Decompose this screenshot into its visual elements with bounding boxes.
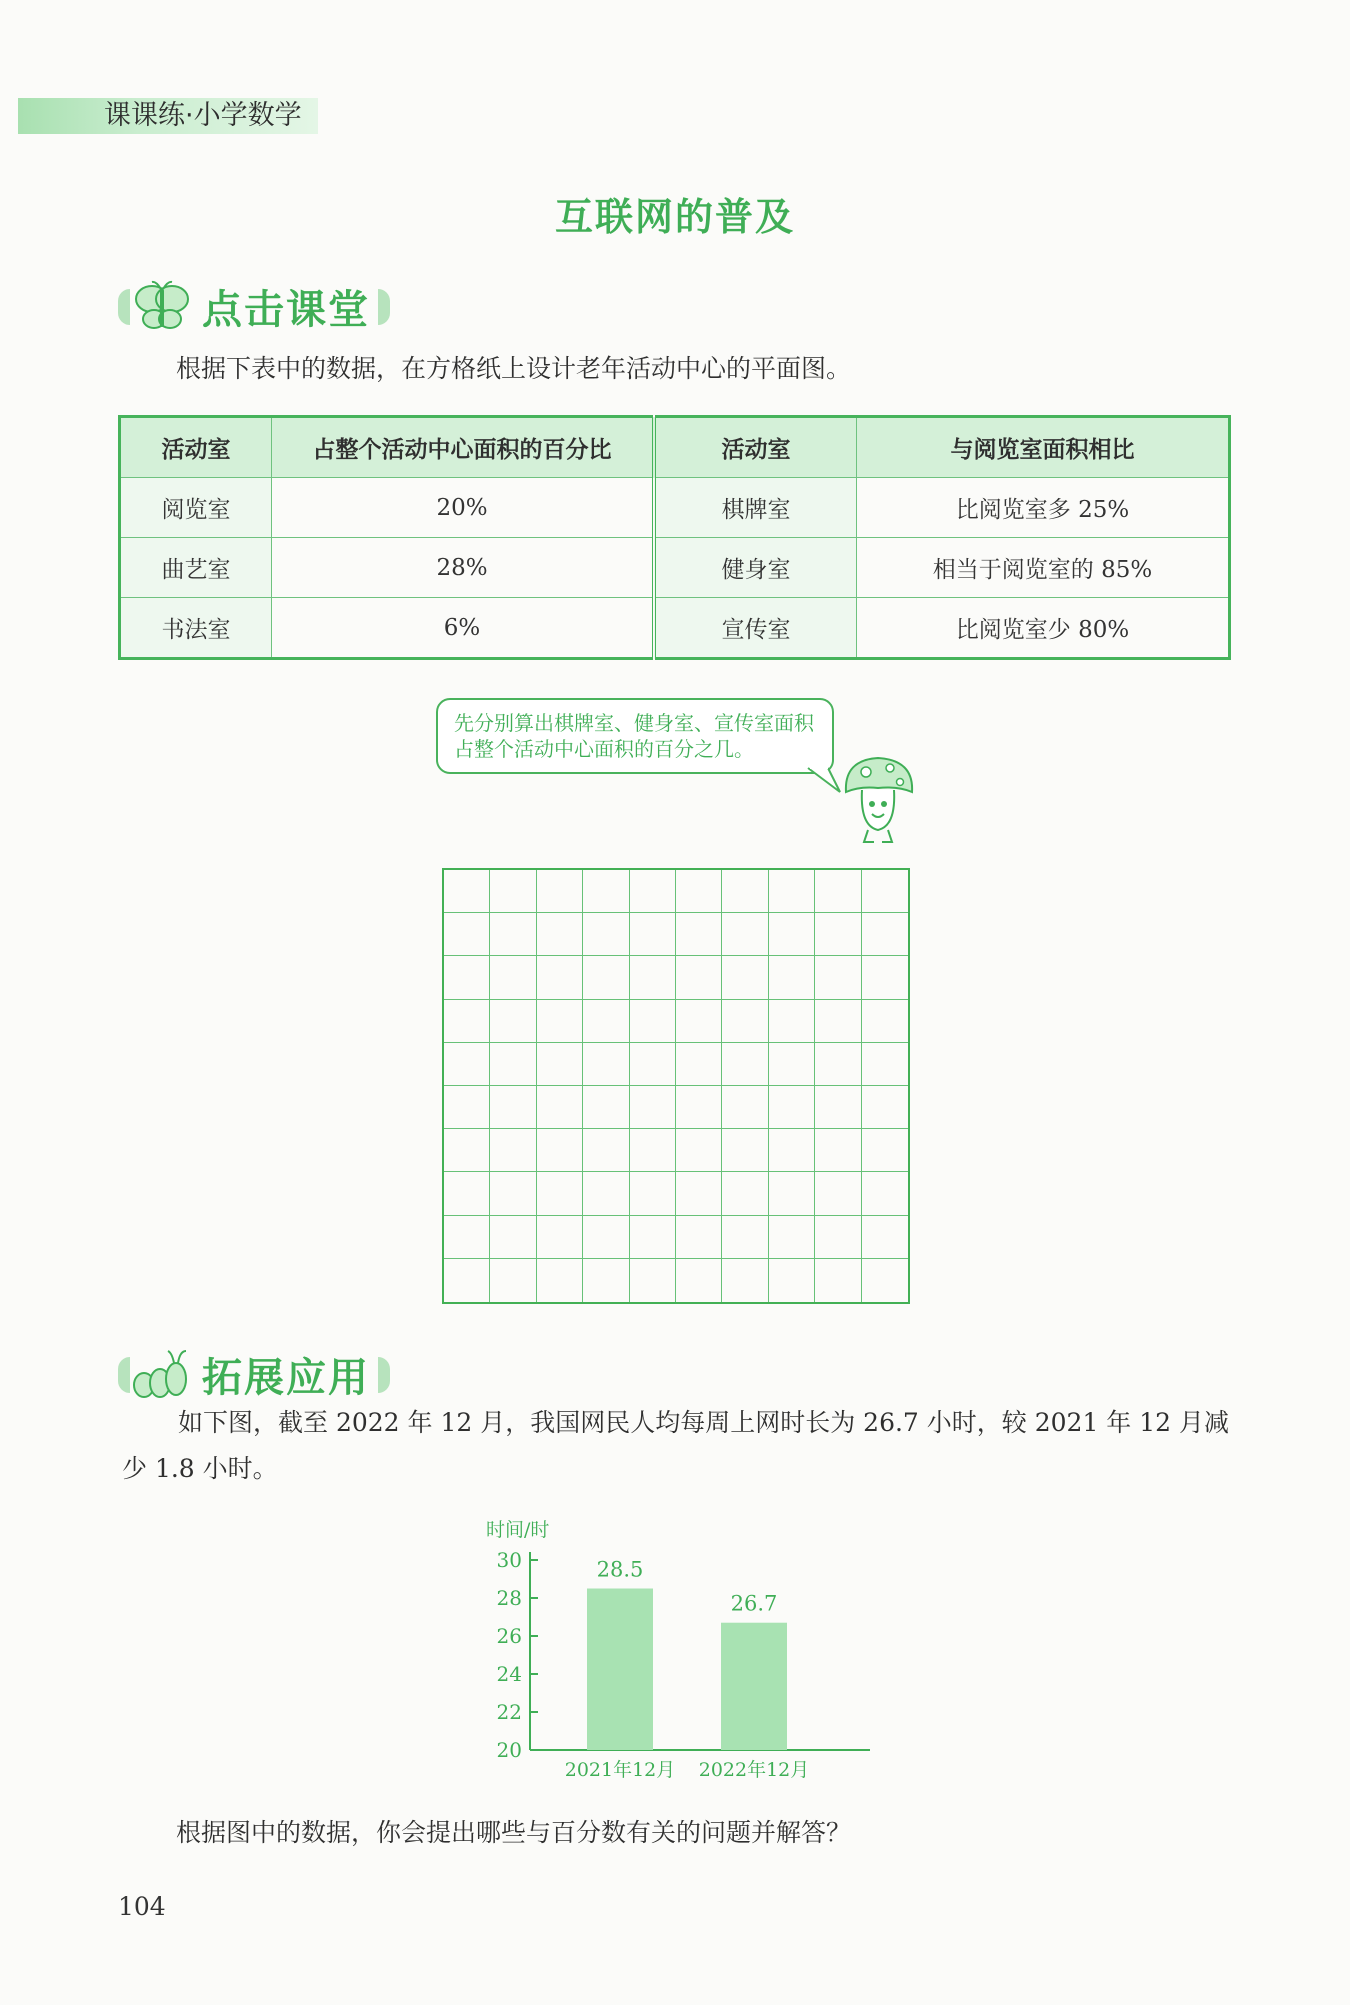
y-tick-label: 26 (496, 1624, 522, 1648)
section-heading-extension (118, 1346, 390, 1403)
table-header-row (120, 417, 1230, 478)
caterpillar-icon (130, 1347, 194, 1403)
bar-data-label: 28.5 (596, 1557, 644, 1582)
table-row (120, 598, 1230, 659)
heading-cap-right (378, 1357, 390, 1393)
hint-speech-bubble: 先分别算出棋牌室、健身室、宣传室面积占整个活动中心面积的百分之几。 (436, 698, 834, 774)
lesson-title: 互联网的普及 (554, 195, 795, 239)
question-text: 根据图中的数据，你会提出哪些与百分数有关的问题并解答？ (176, 1818, 852, 1847)
column-header: 活动室 (120, 417, 272, 478)
table-cell: 宣传室 (654, 598, 857, 659)
table-row (120, 478, 1230, 538)
table-cell: 健身室 (654, 538, 857, 598)
y-tick-label: 24 (496, 1662, 522, 1686)
butterfly-icon (130, 279, 194, 335)
x-tick-label: 2022年12月 (698, 1759, 810, 1781)
weekly-online-hours-chart (470, 1520, 890, 1790)
page-number: 104 (118, 1892, 166, 1921)
instruction-text: 根据下表中的数据，在方格纸上设计老年活动中心的平面图。 (176, 354, 852, 383)
table-cell: 比阅览室少 80% (857, 598, 1230, 659)
bar-data-label: 26.7 (730, 1591, 778, 1616)
table-cell: 6% (272, 598, 655, 659)
column-header: 活动室 (654, 417, 857, 478)
y-tick-label: 20 (496, 1738, 522, 1762)
x-tick-label: 2021年12月 (564, 1759, 676, 1781)
heading-cap-left (118, 289, 130, 325)
column-header: 与阅览室面积相比 (857, 417, 1230, 478)
table-cell: 相当于阅览室的 85% (857, 538, 1230, 598)
table-cell: 20% (272, 478, 655, 538)
section-heading-classroom (118, 278, 390, 335)
mushroom-mascot-icon (838, 752, 920, 848)
table-cell: 棋牌室 (654, 478, 857, 538)
y-axis-label: 时间/时 (486, 1520, 550, 1541)
bar (721, 1623, 787, 1750)
book-title: 课课练·小学数学 (104, 100, 302, 131)
y-tick-label: 30 (496, 1548, 522, 1572)
description-paragraph: 如下图，截至 2022 年 12 月，我国网民人均每周上网时长为 26.7 小时，较 2021 年 12 月减少 1.8 小时。 (122, 1408, 1230, 1483)
bar (587, 1589, 653, 1751)
table-cell: 比阅览室多 25% (857, 478, 1230, 538)
heading-cap-right (378, 289, 390, 325)
section-label: 拓展应用 (202, 1355, 370, 1401)
table-cell: 阅览室 (120, 478, 272, 538)
heading-cap-left (118, 1357, 130, 1393)
table-cell: 曲艺室 (120, 538, 272, 598)
table-row (120, 538, 1230, 598)
column-header: 占整个活动中心面积的百分比 (272, 417, 655, 478)
y-tick-label: 28 (496, 1586, 522, 1610)
table-cell: 书法室 (120, 598, 272, 659)
y-tick-label: 22 (496, 1700, 522, 1724)
section-label: 点击课堂 (202, 287, 370, 333)
activity-room-table (118, 415, 1231, 660)
table-cell: 28% (272, 538, 655, 598)
graph-paper-grid (442, 868, 910, 1304)
